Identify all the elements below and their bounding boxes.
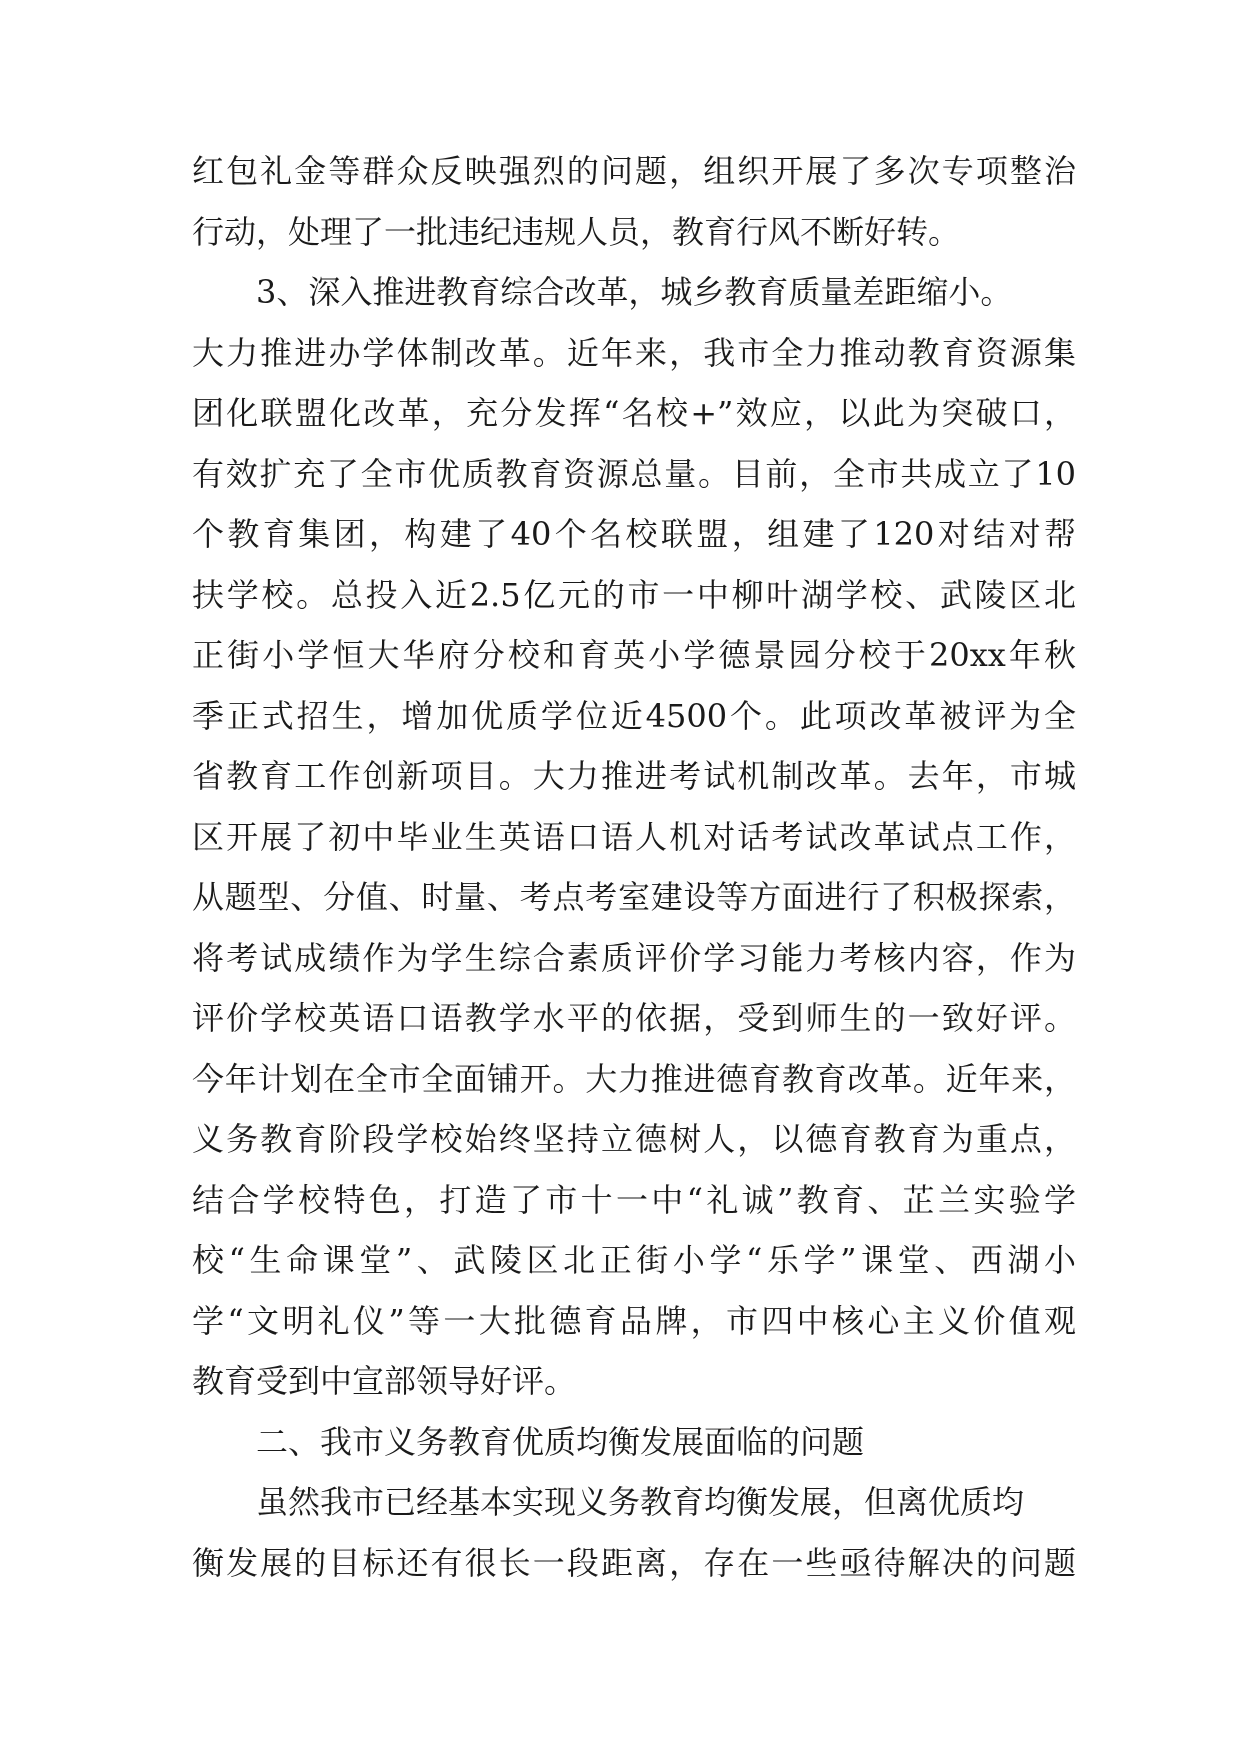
- text-line: 行动，处理了一批违纪违规人员，教育行风不断好转。: [192, 212, 961, 251]
- text-line: 有效扩充了全市优质教育资源总量。目前，全市共成立了10: [192, 454, 1076, 493]
- text-line: 评价学校英语口语教学水平的依据，受到师生的一致好评。: [192, 999, 1076, 1037]
- text-line: 教育受到中宣部领导好评。: [192, 1362, 577, 1400]
- text-line: 大力推进办学体制改革。近年来，我市全力推动教育资源集: [192, 333, 1076, 372]
- text-line: 省教育工作创新项目。大力推进考试机制改革。去年，市城: [192, 757, 1076, 795]
- text-line: 个教育集团，构建了40个名校联盟，组建了120对结对帮: [192, 515, 1076, 553]
- section-heading: 二、我市义务教育优质均衡发展面临的问题: [192, 1422, 865, 1461]
- text-line: 红包礼金等群众反映强烈的问题，组织开展了多次专项整治: [192, 152, 1076, 190]
- text-line: 正街小学恒大华府分校和育英小学德景园分校于20xx年秋: [192, 636, 1076, 674]
- text-line: 3、深入推进教育综合改革，城乡教育质量差距缩小。: [192, 273, 1013, 311]
- text-line: 义务教育阶段学校始终坚持立德树人，以德育教育为重点，: [192, 1120, 1076, 1158]
- text-line: 季正式招生，增加优质学位近4500个。此项改革被评为全: [192, 696, 1076, 735]
- text-line: 团化联盟化改革，充分发挥“名校+”效应，以此为突破口，: [192, 394, 1076, 432]
- text-line: 扶学校。总投入近2.5亿元的市一中柳叶湖学校、武陵区北: [192, 575, 1076, 614]
- text-line: 将考试成绩作为学生综合素质评价学习能力考核内容，作为: [192, 938, 1076, 977]
- text-line: 学“文明礼仪”等一大批德育品牌，市四中核心主义价值观: [192, 1301, 1076, 1340]
- text-line: 今年计划在全市全面铺开。大力推进德育教育改革。近年来，: [192, 1059, 1076, 1098]
- text-line: 从题型、分值、时量、考点考室建设等方面进行了积极探索，: [192, 878, 1076, 916]
- body-text: [192, 141, 1076, 1593]
- text-line: 区开展了初中毕业生英语口语人机对话考试改革试点工作，: [192, 817, 1076, 856]
- text-line: 校“生命课堂”、武陵区北正街小学“乐学”课堂、西湖小: [192, 1241, 1076, 1279]
- text-line: 衡发展的目标还有很长一段距离，存在一些亟待解决的问题: [192, 1543, 1076, 1582]
- text-line: 虽然我市已经基本实现义务教育均衡发展，但离优质均: [192, 1483, 1025, 1521]
- text-line: 结合学校特色，打造了市十一中“礼诚”教育、芷兰实验学: [192, 1180, 1076, 1219]
